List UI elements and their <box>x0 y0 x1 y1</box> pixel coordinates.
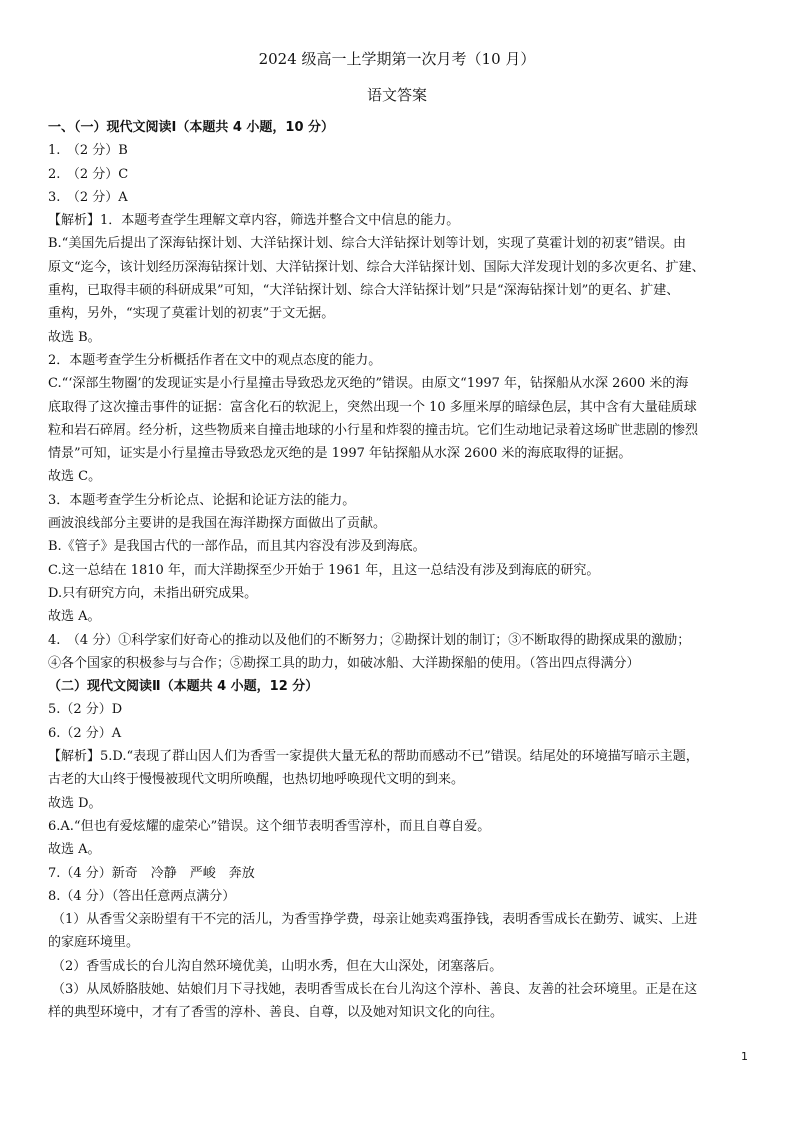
answer-content <box>48 116 748 1025</box>
text-line: 1. （2 分）B <box>48 143 128 159</box>
text-line: （1）从香雪父亲盼望有干不完的活儿，为香雪挣学费，母亲让她卖鸡蛋挣钱，表明香雪成长在勤劳、诚实、上进 <box>52 912 698 928</box>
text-line: 2．本题考查学生分析概括作者在文中的观点态度的能力。 <box>48 352 382 368</box>
text-line: 5.（2 分）D <box>48 702 123 718</box>
text-line: B.“美国先后提出了深海钻探计划、大洋钻探计划、综合大洋钻探计划等计划，实现了莫霍计划的初衷”错误。由 <box>48 236 686 252</box>
page-number: 1 <box>741 1050 748 1063</box>
text-line: 3．本题考查学生分析论点、论据和论证方法的能力。 <box>48 492 356 508</box>
text-line: （2）香雪成长的台儿沟自然环境优美，山明水秀，但在大山深处，闭塞落后。 <box>52 958 503 974</box>
text-line: 画波浪线部分主要讲的是我国在海洋勘探方面做出了贡献。 <box>48 516 387 532</box>
text-line: 情景”可知，证实是小行星撞击导致恐龙灭绝的是 1997 年钻探船从水深 2600 米的海底取得的证据。 <box>48 446 632 462</box>
text-line: 2. （2 分）C <box>48 166 129 182</box>
section-heading: （二）现代文阅读Ⅱ（本题共 4 小题，12 分） <box>48 679 319 695</box>
section-heading: 一、（一）现代文阅读Ⅰ（本题共 4 小题，10 分） <box>48 120 335 135</box>
text-line: 古老的大山终于慢慢被现代文明所唤醒，也热切地呼唤现代文明的到来。 <box>48 772 465 788</box>
text-line: 故选 A。 <box>48 842 101 858</box>
document-title: 2024 级高一上学期第一次月考（10 月） <box>258 50 536 68</box>
text-line: 6.（2 分）A <box>48 725 122 741</box>
text-line: 故选 B。 <box>48 329 101 345</box>
text-line: 故选 D。 <box>48 795 102 811</box>
text-line: 重构，已取得丰硕的科研成果”可知，“大洋钻探计划、综合大洋钻探计划”只是“深海钻探计划”的更名、扩建、 <box>48 283 680 299</box>
text-line: （3）从凤娇胳肢她、姑娘们月下寻找她，表明香雪成长在台儿沟这个淳朴、善良、友善的社会环境里。正是在这 <box>52 981 698 997</box>
text-line: 样的典型环境中，才有了香雪的淳朴、善良、自尊，以及她对知识文化的向往。 <box>48 1005 504 1021</box>
text-line: C.“‘深部生物圈’的发现证实是小行星撞击导致恐龙灭绝的”错误。由原文“1997 年，钻探船从水深 2600 米的海 <box>48 376 689 392</box>
text-line: D.只有研究方向，未指出研究成果。 <box>48 585 258 601</box>
text-line: 6.A.“但也有爱炫耀的虚荣心”错误。这个细节表明香雪淳朴，而且自尊自爱。 <box>48 818 491 834</box>
text-line: 【解析】1．本题考查学生理解文章内容，筛选并整合文中信息的能力。 <box>48 213 460 229</box>
text-line: 8.（4 分）（答出任意两点满分） <box>48 888 236 904</box>
text-line: B.《管子》是我国古代的一部作品，而且其内容没有涉及到海底。 <box>48 539 426 555</box>
text-line: 4. （4 分）①科学家们好奇心的推动以及他们的不断努力；②勘探计划的制订；③不断取得的勘探成果的激励； <box>48 632 691 648</box>
document-subtitle: 语文答案 <box>366 86 427 104</box>
text-line: 7.（4 分）新奇 冷静 严峻 奔放 <box>48 865 255 881</box>
text-line: 的家庭环境里。 <box>48 935 140 951</box>
text-line: ④各个国家的积极参与与合作；⑤勘探工具的助力，如破冰船、大洋勘探船的使用。（答出四点得满分） <box>48 655 640 671</box>
text-line: 【解析】5.D.“表现了群山因人们为香雪一家提供大量无私的帮助而感动不已”错误。结尾处的环境描写暗示主题， <box>48 749 699 765</box>
text-line: C.这一总结在 1810 年，而大洋勘探至少开始于 1961 年，且这一总结没有涉及到海底的研究。 <box>48 562 600 578</box>
text-line: 故选 A。 <box>48 609 101 625</box>
text-line: 原文“迄今，该计划经历深海钻探计划、大洋钻探计划、综合大洋钻探计划、国际大洋发现计划的多次更名、扩建、 <box>48 259 705 275</box>
text-line: 底取得了这次撞击事件的证据：富含化石的软泥上，突然出现一个 10 多厘米厚的暗绿色层，其中含有大量硅质球 <box>48 399 697 415</box>
text-line: 3. （2 分）A <box>48 189 128 205</box>
text-line: 故选 C。 <box>48 469 102 485</box>
text-line: 粒和岩石碎屑。经分析，这些物质来自撞击地球的小行星和炸裂的撞击坑。它们生动地记录着这场旷世悲剧的惨烈 <box>48 422 699 438</box>
text-line: 重构，另外，“实现了莫霍计划的初衷”于文无据。 <box>48 306 335 322</box>
